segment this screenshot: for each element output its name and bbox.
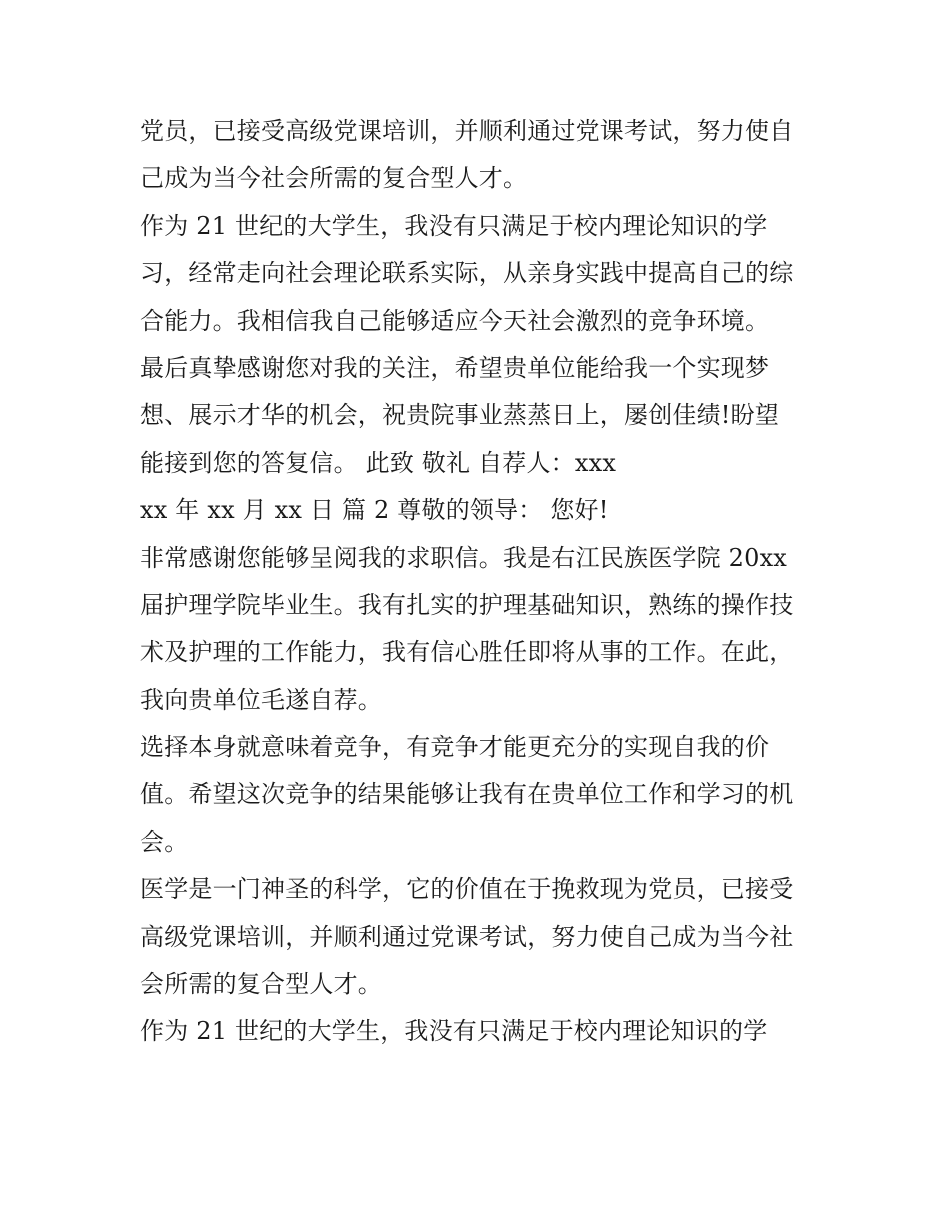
text-line: 合能力。我相信我自己能够适应今天社会激烈的竞争环境。	[140, 306, 770, 335]
text-line: 作为 21 世纪的大学生，我没有只满足于校内理论知识的学	[140, 1017, 768, 1046]
text-line: 会所需的复合型人才。	[140, 970, 382, 999]
text-line: 己成为当今社会所需的复合型人才。	[140, 164, 528, 193]
text-line: 会。	[140, 827, 189, 856]
text-line: 术及护理的工作能力，我有信心胜任即将从事的工作。在此，	[140, 638, 794, 667]
text-line: 届护理学院毕业生。我有扎实的护理基础知识，熟练的操作技	[140, 590, 794, 619]
text-line: 我向贵单位毛遂自荐。	[140, 685, 382, 714]
text-line: 非常感谢您能够呈阅我的求职信。我是右江民族医学院 20xx	[140, 543, 788, 572]
text-line: 医学是一门神圣的科学，它的价值在于挽救现为党员，已接受	[140, 875, 794, 904]
text-line: 党员，已接受高级党课培训，并顺利通过党课考试，努力使自	[140, 117, 794, 145]
document-body	[140, 108, 830, 1056]
text-line: 想、展示才华的机会，祝贵院事业蒸蒸日上，屡创佳绩!盼望	[140, 401, 780, 430]
text-line: 习，经常走向社会理论联系实际，从亲身实践中提高自己的综	[140, 259, 794, 288]
text-line: xx 年 xx 月 xx 日 篇 2 尊敬的领导： 您好!	[140, 496, 609, 525]
text-line: 高级党课培训，并顺利通过党课考试，努力使自己成为当今社	[140, 922, 794, 951]
text-line: 作为 21 世纪的大学生，我没有只满足于校内理论知识的学	[140, 211, 768, 240]
text-line: 能接到您的答复信。 此致 敬礼 自荐人：xxx	[140, 448, 617, 477]
text-line: 选择本身就意味着竞争，有竞争才能更充分的实现自我的价	[140, 733, 770, 762]
text-line: 最后真挚感谢您对我的关注，希望贵单位能给我一个实现梦	[140, 353, 770, 382]
text-line: 值。希望这次竞争的结果能够让我有在贵单位工作和学习的机	[140, 780, 794, 809]
